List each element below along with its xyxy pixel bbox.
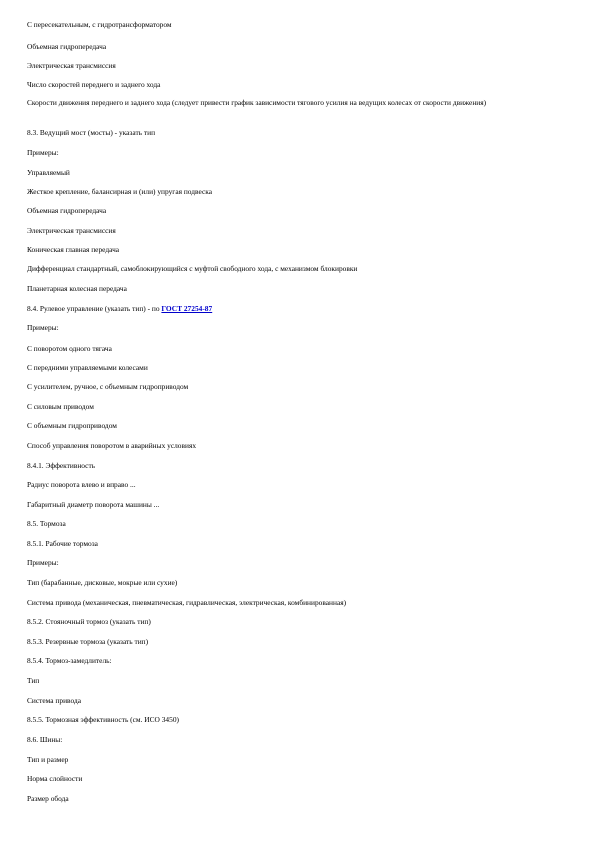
text-line: Система привода (механическая, пневматическая, гидравлическая, электрическая, комбинированная) [27, 598, 347, 607]
section-heading: 8.5.1. Рабочие тормоза [27, 539, 98, 548]
text-line: Объемная гидропередача [27, 206, 107, 215]
section-heading: 8.5.5. Тормозная эффективность (см. ИСО 3450) [27, 715, 179, 724]
text-line: Система привода [27, 696, 81, 705]
text-line: Примеры: [27, 148, 59, 157]
section-heading: 8.4. Рулевое управление (указать тип) - по ГОСТ 27254-87 [27, 304, 213, 313]
text-line: С силовым приводом [27, 402, 94, 411]
text-line: Коническая главная передача [27, 245, 120, 254]
text-line: Объемная гидропередача [27, 42, 107, 51]
section-heading: 8.5.3. Резервные тормоза (указать тип) [27, 637, 149, 646]
section-heading: 8.4.1. Эффективность [27, 461, 96, 470]
section-heading: 8.5.2. Стояночный тормоз (указать тип) [27, 617, 151, 626]
text-line: Способ управления поворотом в аварийных условиях [27, 441, 197, 450]
text-line: Тип и размер [27, 755, 69, 764]
text-line: Скорости движения переднего и заднего хода (следует привести график зависимости тягового усилия на ведущих колесах от скорости движения) [27, 98, 487, 107]
text-line: Норма слойности [27, 774, 83, 783]
text-line: Тип [27, 676, 40, 685]
text-line: Дифференциал стандартный, самоблокирующийся с муфтой свободного хода, с механизмом блокировки [27, 264, 358, 273]
text-line: Жесткое крепление, балансирная и (или) упругая подвеска [27, 187, 212, 196]
text-line: Примеры: [27, 323, 59, 332]
text-line: Планетарная колесная передача [27, 284, 127, 293]
text-line: Примеры: [27, 558, 59, 567]
text-line: Число скоростей переднего и заднего хода [27, 80, 161, 89]
text-line: С передними управляемыми колесами [27, 363, 148, 372]
gost-link[interactable]: ГОСТ 27254-87 [161, 304, 213, 313]
text-line: С пересекательным, с гидротрансформатором [27, 20, 172, 29]
section-heading: 8.6. Шины: [27, 735, 63, 744]
text-line: Электрическая трансмиссия [27, 61, 116, 70]
text-line: Радиус поворота влево и вправо ... [27, 480, 136, 489]
text-line: С объемным гидроприводом [27, 421, 117, 430]
text-line: Электрическая трансмиссия [27, 226, 116, 235]
section-heading: 8.3. Ведущий мост (мосты) - указать тип [27, 128, 156, 137]
text-line: Размер обода [27, 794, 69, 803]
text-line: Габаритный диаметр поворота машины ... [27, 500, 160, 509]
text-line: С поворотом одного тягача [27, 344, 112, 353]
section-heading: 8.5.4. Тормоз-замедлитель: [27, 656, 112, 665]
text-line: С усилителем, ручное, с объемным гидроприводом [27, 382, 189, 391]
section-heading: 8.5. Тормоза [27, 519, 66, 528]
text-line: Тип (барабанные, дисковые, мокрые или сухие) [27, 578, 178, 587]
text-line: Управляемый [27, 168, 70, 177]
